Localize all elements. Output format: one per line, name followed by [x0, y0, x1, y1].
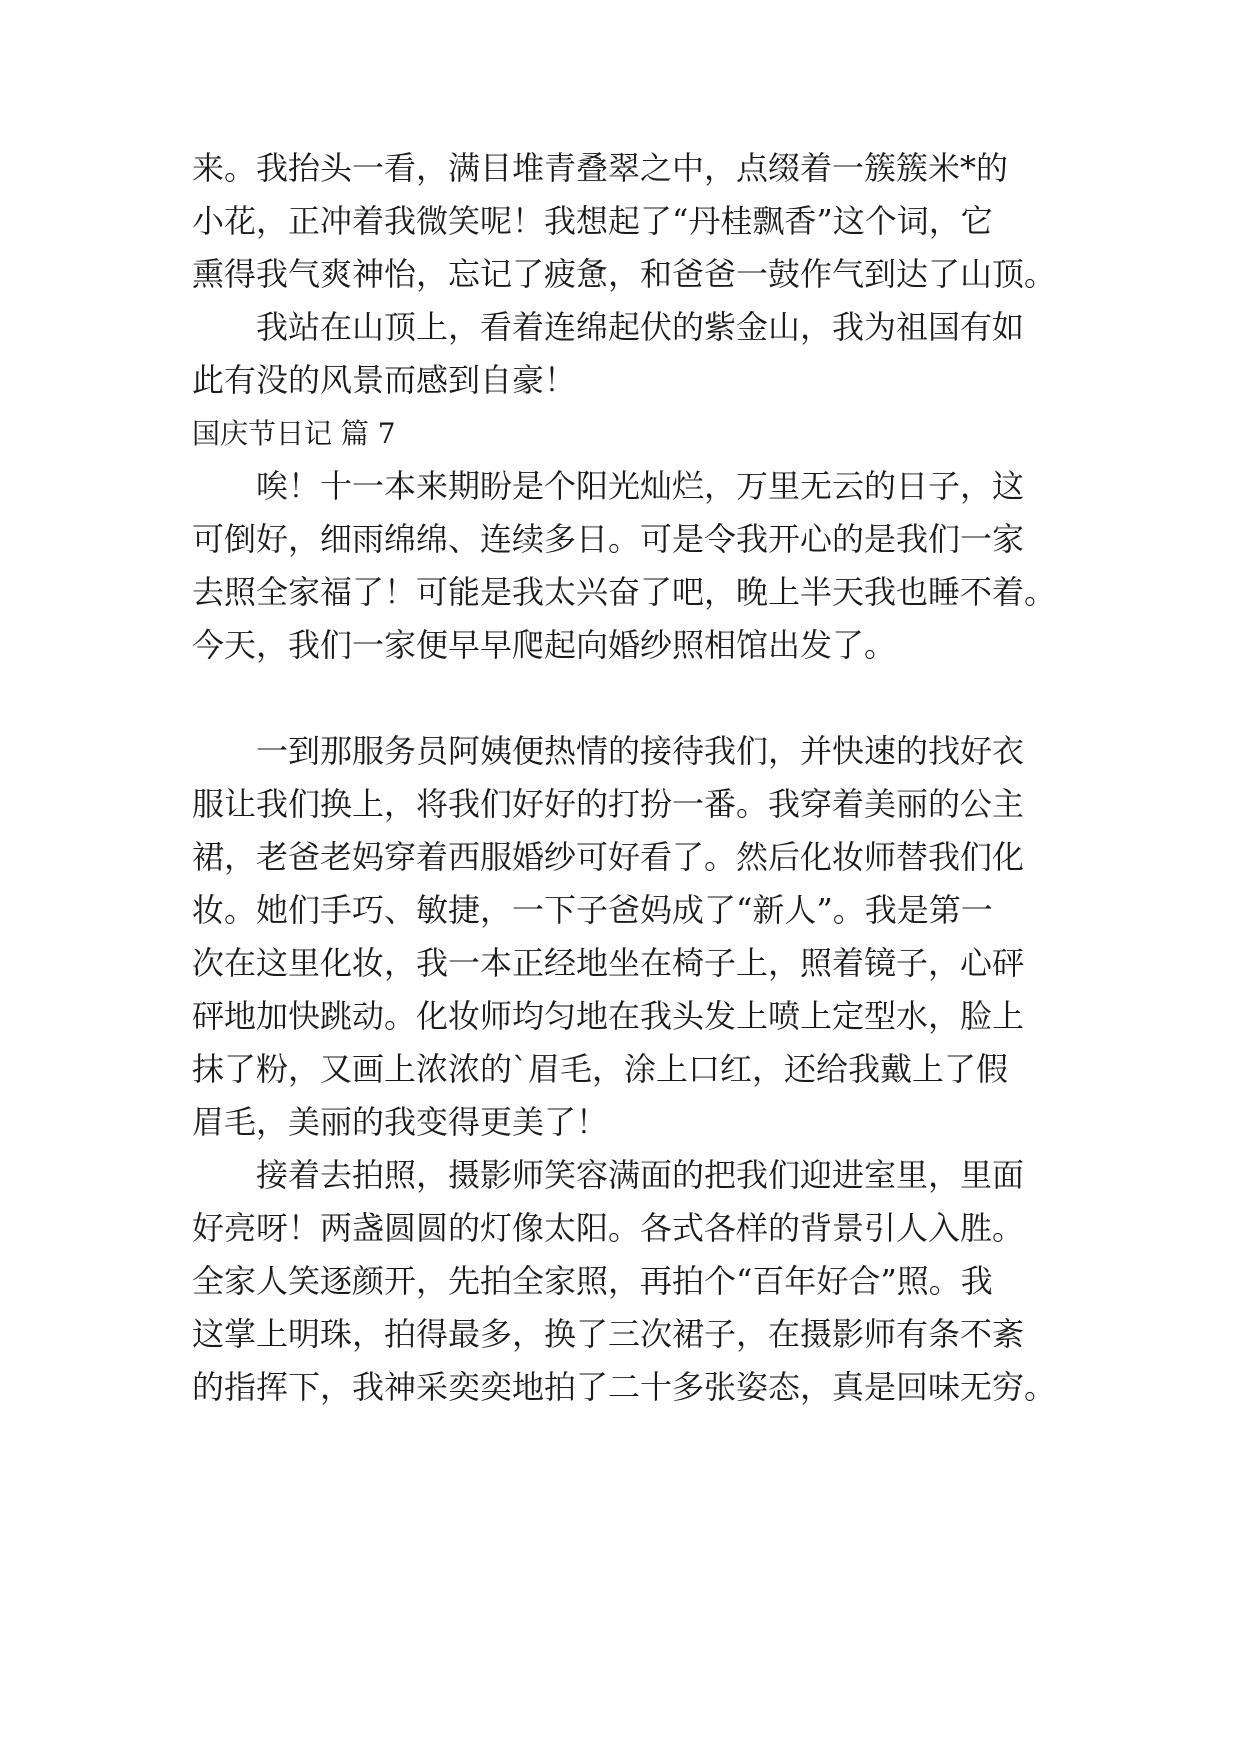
- text-line: 接着去拍照，摄影师笑容满面的把我们迎进室里，里面: [256, 1156, 1025, 1194]
- text-line: 裙，老爸老妈穿着西服婚纱可好看了。然后化妆师替我们化: [192, 838, 1025, 876]
- section-title: 国庆节日记 篇 7: [192, 417, 396, 450]
- text-line: 全家人笑逐颜开，先拍全家照，再拍个“百年好合”照。我: [192, 1262, 993, 1300]
- text-line: 抹了粉，又画上浓浓的`眉毛，涂上口红，还给我戴上了假: [192, 1050, 1009, 1088]
- text-line: 小花，正冲着我微笑呢！我想起了“丹桂飘香”这个词，它: [192, 202, 993, 240]
- text-line: 服让我们换上，将我们好好的打扮一番。我穿着美丽的公主: [192, 785, 1025, 823]
- text-line: 一到那服务员阿姨便热情的接待我们，并快速的找好衣: [256, 732, 1025, 770]
- text-line: 我站在山顶上，看着连绵起伏的紫金山，我为祖国有如: [256, 308, 1025, 346]
- text-line: 次在这里化妆，我一本正经地坐在椅子上，照着镜子，心砰: [192, 944, 1025, 982]
- text-line: 唉！十一本来期盼是个阳光灿烂，万里无云的日子，这: [256, 467, 1025, 505]
- text-line: 此有没的风景而感到自豪！: [192, 361, 577, 399]
- text-line: 砰地加快跳动。化妆师均匀地在我头发上喷上定型水，脸上: [192, 997, 1025, 1035]
- text-line: 这掌上明珠，拍得最多，换了三次裙子，在摄影师有条不紊: [192, 1315, 1025, 1353]
- text-line: 妆。她们手巧、敏捷，一下子爸妈成了“新人”。我是第一: [192, 891, 993, 929]
- text-line: 眉毛，美丽的我变得更美了！: [192, 1103, 609, 1141]
- text-line: 的指挥下，我神采奕奕地拍了二十多张姿态，真是回味无穷。: [192, 1368, 1057, 1406]
- text-line: 来。我抬头一看，满目堆青叠翠之中，点缀着一簇簇米*的: [192, 149, 1009, 187]
- text-line: 今天，我们一家便早早爬起向婚纱照相馆出发了。: [192, 626, 897, 664]
- text-line: 熏得我气爽神怡，忘记了疲惫，和爸爸一鼓作气到达了山顶。: [192, 255, 1057, 293]
- text-line: 可倒好，细雨绵绵、连续多日。可是令我开心的是我们一家: [192, 520, 1025, 558]
- text-line: 去照全家福了！可能是我太兴奋了吧，晚上半天我也睡不着。: [192, 573, 1057, 611]
- text-line: 好亮呀！两盏圆圆的灯像太阳。各式各样的背景引人入胜。: [192, 1209, 1025, 1247]
